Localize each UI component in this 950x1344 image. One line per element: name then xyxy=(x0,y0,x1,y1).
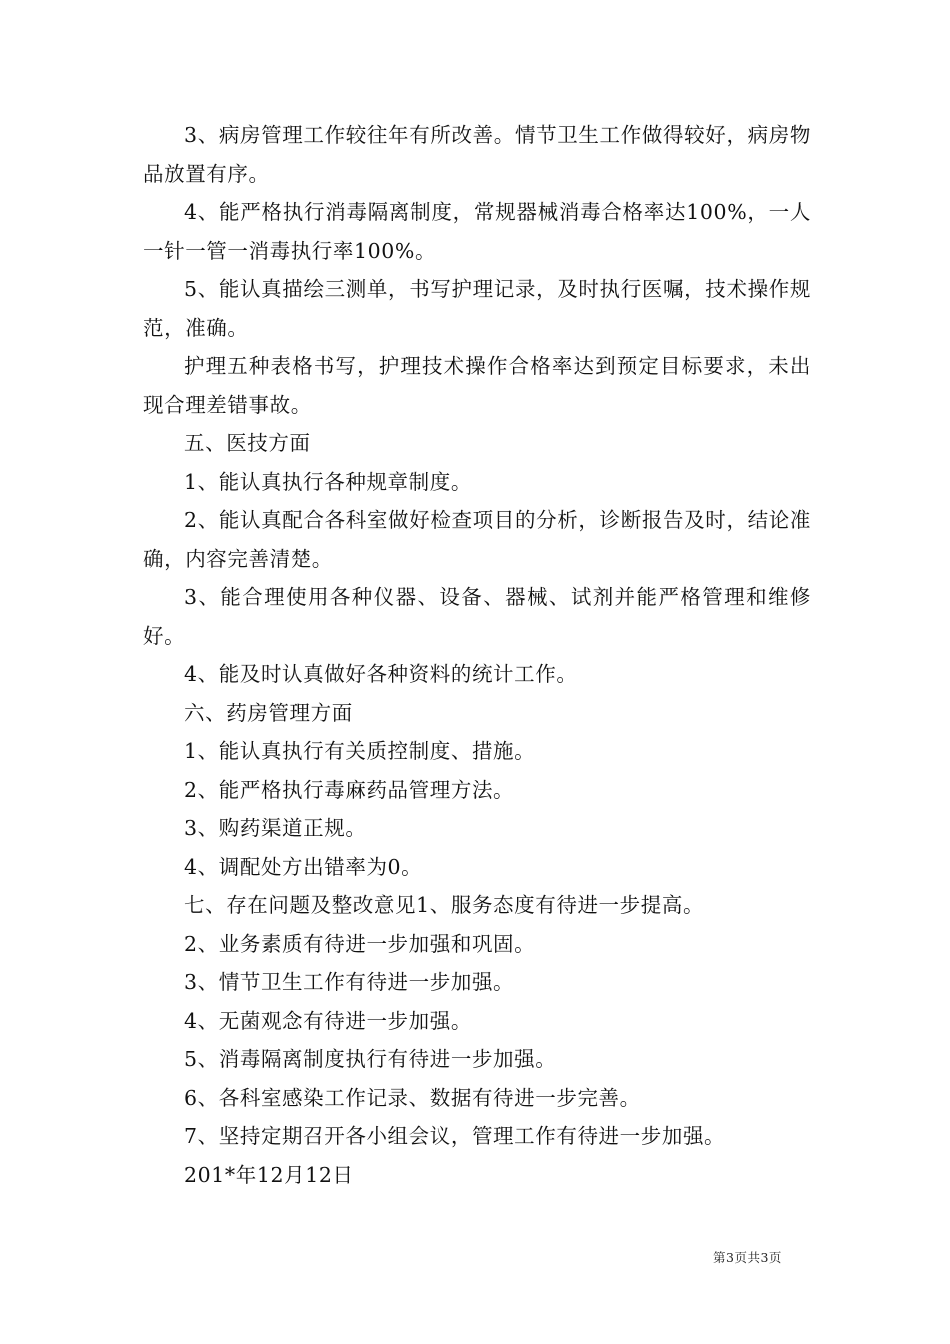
paragraph-nursing-records: 5、能认真描绘三测单，书写护理记录，及时执行医嘱，技术操作规范，准确。 xyxy=(143,277,811,340)
paragraph-problem-3: 3、情节卫生工作有待进一步加强。 xyxy=(184,970,515,994)
paragraph-pharmacy-2: 2、能严格执行毒麻药品管理方法。 xyxy=(184,777,515,802)
page-indicator: 第3页共3页 xyxy=(713,1250,782,1265)
paragraph-medtech-2: 2、能认真配合各科室做好检查项目的分析，诊断报告及时，结论准确，内容完善清楚。 xyxy=(143,508,811,571)
paragraph-pharmacy-3: 3、购药渠道正规。 xyxy=(184,816,367,840)
document-date: 201*年12月12日 xyxy=(184,1162,354,1187)
paragraph-ward-management: 3、病房管理工作较往年有所改善。情节卫生工作做得较好，病房物品放置有序。 xyxy=(143,123,811,186)
paragraph-medtech-1: 1、能认真执行各种规章制度。 xyxy=(184,469,472,494)
paragraph-disinfection: 4、能严格执行消毒隔离制度，常规器械消毒合格率达100%，一人一针一管一消毒执行率100%。 xyxy=(143,200,811,263)
section-heading-problems: 七、存在问题及整改意见1、服务态度有待进一步提高。 xyxy=(184,893,705,917)
paragraph-medtech-3: 3、能合理使用各种仪器、设备、器械、试剂并能严格管理和维修好。 xyxy=(143,585,811,648)
paragraph-problem-2: 2、业务素质有待进一步加强和巩固。 xyxy=(184,931,536,956)
paragraph-problem-4: 4、无菌观念有待进一步加强。 xyxy=(184,1008,472,1033)
paragraph-pharmacy-1: 1、能认真执行有关质控制度、措施。 xyxy=(184,739,536,763)
paragraph-problem-6: 6、各科室感染工作记录、数据有待进一步完善。 xyxy=(184,1085,641,1110)
section-heading-pharmacy: 六、药房管理方面 xyxy=(184,700,353,725)
paragraph-nursing-forms: 护理五种表格书写，护理技术操作合格率达到预定目标要求，未出现合理差错事故。 xyxy=(143,354,811,417)
paragraph-problem-7: 7、坚持定期召开各小组会议，管理工作有待进一步加强。 xyxy=(184,1124,726,1148)
paragraph-problem-5: 5、消毒隔离制度执行有待进一步加强。 xyxy=(184,1047,557,1071)
section-heading-medical-tech: 五、医技方面 xyxy=(184,431,311,455)
document-body xyxy=(143,116,811,1194)
paragraph-pharmacy-4: 4、调配处方出错率为0。 xyxy=(184,854,423,879)
paragraph-medtech-4: 4、能及时认真做好各种资料的统计工作。 xyxy=(184,662,578,686)
